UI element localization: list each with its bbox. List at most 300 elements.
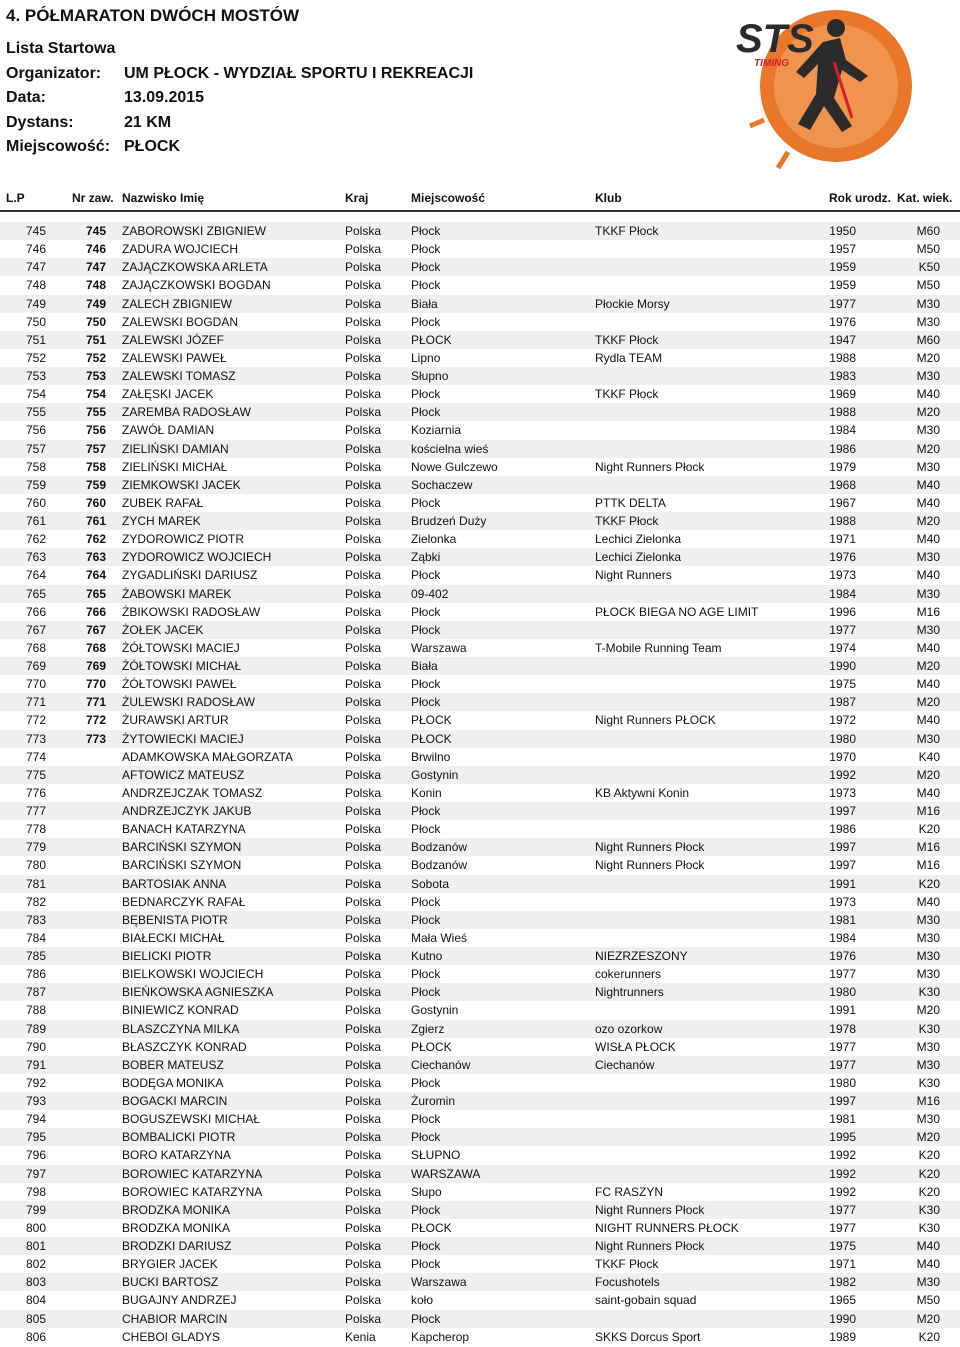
- cell-birth-year: 1983: [829, 369, 856, 383]
- cell-city: kościelna wieś: [411, 441, 489, 456]
- cell-age-category: K30: [918, 985, 940, 1000]
- cell-country: Polska: [345, 459, 382, 474]
- cell-lp: 776: [25, 785, 46, 800]
- cell-city: Płock: [411, 894, 441, 909]
- distance-row: [6, 114, 473, 139]
- cell-age-category: M20: [916, 659, 940, 673]
- cell-age-category: M30: [916, 622, 940, 637]
- cell-club: Night Runners Płock: [595, 459, 705, 474]
- cell-bib-number: 751: [85, 332, 106, 347]
- cell-age-category: K30: [918, 1220, 940, 1235]
- cell-name: ZALEWSKI JÓZEF: [122, 332, 225, 347]
- cell-lp: 800: [25, 1220, 46, 1235]
- cell-lp: 762: [25, 532, 46, 547]
- col-header-age-category: Kat. wiek.: [897, 191, 953, 205]
- cell-country: Polska: [345, 369, 382, 383]
- cell-name: ŻYTOWIECKI MACIEJ: [122, 731, 244, 746]
- cell-country: Polska: [345, 441, 382, 456]
- cell-name: BUCKI BARTOSZ: [122, 1275, 219, 1290]
- cell-lp: 759: [25, 477, 46, 492]
- cell-age-category: M40: [916, 640, 940, 655]
- cell-bib-number: 768: [85, 640, 106, 655]
- cell-lp: 755: [25, 405, 46, 420]
- cell-club: Rydla TEAM: [595, 350, 663, 365]
- table-row: [0, 1273, 960, 1291]
- cell-name: ZIEMKOWSKI JACEK: [122, 477, 241, 492]
- cell-country: Polska: [345, 1021, 382, 1036]
- cell-city: Nowe Gulczewo: [411, 459, 498, 474]
- cell-birth-year: 1971: [829, 1257, 856, 1272]
- cell-city: Płock: [411, 405, 441, 420]
- cell-name: BIAŁECKI MICHAŁ: [122, 930, 225, 945]
- cell-birth-year: 1959: [829, 278, 856, 293]
- cell-name: BIELKOWSKI WOJCIECH: [122, 967, 264, 982]
- cell-city: Słupno: [411, 369, 449, 383]
- cell-lp: 783: [25, 912, 46, 927]
- cell-birth-year: 1979: [829, 459, 856, 474]
- cell-city: Gostynin: [411, 767, 459, 782]
- cell-age-category: M30: [916, 369, 940, 383]
- cell-age-category: M30: [916, 967, 940, 982]
- cell-name: ZIELIŃSKI DAMIAN: [122, 441, 229, 456]
- cell-city: Płock: [411, 967, 441, 982]
- cell-lp: 774: [25, 749, 46, 764]
- cell-club: Focushotels: [595, 1275, 660, 1290]
- cell-lp: 798: [25, 1184, 46, 1199]
- cell-bib-number: 747: [85, 260, 106, 275]
- table-row: [0, 675, 960, 693]
- cell-club: Płockie Morsy: [595, 296, 670, 311]
- cell-birth-year: 1986: [829, 441, 856, 456]
- table-row: [0, 1001, 960, 1019]
- cell-city: Płock: [411, 1311, 441, 1326]
- cell-name: CHEBOI GLADYS: [122, 1329, 221, 1344]
- cell-birth-year: 1977: [829, 967, 856, 982]
- logo-clock-tick: [750, 120, 764, 126]
- cell-country: Polska: [345, 1311, 382, 1326]
- table-row: [0, 367, 960, 385]
- table-row: [0, 693, 960, 711]
- cell-city: Płock: [411, 224, 441, 238]
- cell-lp: 771: [25, 695, 46, 710]
- cell-birth-year: 1970: [829, 749, 856, 764]
- cell-country: Polska: [345, 894, 382, 909]
- cell-city: Słupo: [411, 1184, 442, 1199]
- cell-country: Polska: [345, 260, 382, 275]
- cell-club: PTTK DELTA: [595, 495, 666, 510]
- cell-lp: 784: [25, 930, 46, 945]
- cell-club: Night Runners PŁOCK: [595, 713, 716, 728]
- distance-value: 21 KM: [124, 113, 172, 131]
- cell-birth-year: 1975: [829, 677, 856, 692]
- cell-city: 09-402: [411, 586, 449, 601]
- table-row: [0, 947, 960, 965]
- cell-age-category: M16: [916, 1094, 940, 1108]
- cell-bib-number: 750: [85, 314, 106, 329]
- cell-country: Polska: [345, 1293, 382, 1308]
- cell-age-category: M50: [916, 1293, 940, 1308]
- cell-name: ZUBEK RAFAŁ: [122, 495, 204, 510]
- cell-lp: 792: [25, 1075, 46, 1090]
- cell-country: Polska: [345, 314, 382, 329]
- cell-birth-year: 1997: [829, 840, 856, 855]
- cell-name: ANDRZEJCZAK TOMASZ: [122, 785, 263, 800]
- cell-lp: 767: [25, 622, 46, 637]
- cell-birth-year: 1990: [829, 1311, 856, 1326]
- cell-club: KB Aktywni Konin: [595, 785, 690, 800]
- cell-age-category: K30: [918, 1202, 940, 1217]
- cell-city: Lipno: [411, 350, 441, 365]
- distance-label: Dystans:: [6, 113, 74, 131]
- cell-age-category: M40: [916, 387, 940, 402]
- cell-birth-year: 1991: [829, 876, 856, 891]
- cell-country: Polska: [345, 423, 382, 438]
- table-row: [0, 1128, 960, 1146]
- cell-birth-year: 1986: [829, 822, 856, 837]
- cell-birth-year: 1947: [829, 332, 856, 347]
- cell-country: Polska: [345, 1094, 382, 1108]
- cell-age-category: M40: [916, 713, 940, 728]
- cell-age-category: M30: [916, 1112, 940, 1127]
- cell-club: TKKF Płock: [595, 332, 659, 347]
- col-header-city: Miejscowość: [411, 191, 486, 205]
- table-row: [0, 1038, 960, 1056]
- cell-bib-number: 753: [85, 369, 106, 383]
- cell-birth-year: 1965: [829, 1293, 856, 1308]
- cell-name: BRODZKI DARIUSZ: [122, 1239, 232, 1253]
- cell-country: Polska: [345, 622, 382, 637]
- cell-name: BRYGIER JACEK: [122, 1257, 218, 1272]
- cell-lp: 785: [25, 949, 46, 963]
- cell-age-category: M30: [916, 930, 940, 945]
- cell-age-category: M30: [916, 586, 940, 601]
- cell-birth-year: 1974: [829, 640, 856, 655]
- cell-lp: 791: [25, 1057, 46, 1072]
- cell-birth-year: 1975: [829, 1239, 856, 1253]
- cell-city: Płock: [411, 278, 441, 293]
- cell-club: SKKS Dorcus Sport: [595, 1329, 701, 1344]
- cell-name: BRODZKA MONIKA: [122, 1202, 231, 1217]
- table-row: [0, 1056, 960, 1074]
- cell-lp: 777: [25, 804, 46, 818]
- cell-name: BARTOSIAK ANNA: [122, 876, 227, 891]
- cell-age-category: M50: [916, 242, 940, 257]
- organizer-label: Organizator:: [6, 64, 102, 82]
- table-row: [0, 476, 960, 494]
- cell-age-category: M30: [916, 459, 940, 474]
- cell-bib-number: 762: [85, 532, 106, 547]
- table-row: [0, 875, 960, 893]
- cell-birth-year: 1992: [829, 1184, 856, 1199]
- cell-name: BORO KATARZYNA: [122, 1148, 231, 1163]
- cell-age-category: M16: [916, 858, 940, 873]
- cell-country: Polska: [345, 514, 382, 528]
- cell-country: Polska: [345, 495, 382, 510]
- cell-lp: 751: [25, 332, 46, 347]
- cell-age-category: M20: [916, 767, 940, 782]
- cell-age-category: M20: [916, 514, 940, 528]
- cell-club: cokerunners: [595, 967, 662, 982]
- cell-bib-number: 757: [85, 441, 106, 456]
- cell-age-category: M40: [916, 495, 940, 510]
- cell-country: Polska: [345, 1220, 382, 1235]
- cell-lp: 746: [25, 242, 46, 257]
- cell-bib-number: 759: [85, 477, 106, 492]
- cell-age-category: M30: [916, 296, 940, 311]
- cell-club: Night Runners Płock: [595, 840, 705, 855]
- cell-country: Polska: [345, 1148, 382, 1163]
- cell-city: koło: [411, 1293, 434, 1308]
- cell-country: Polska: [345, 532, 382, 547]
- cell-lp: 795: [25, 1130, 46, 1145]
- cell-name: BRODZKA MONIKA: [122, 1220, 231, 1235]
- cell-lp: 749: [25, 296, 46, 311]
- cell-age-category: M30: [916, 1275, 940, 1290]
- table-row: [0, 893, 960, 911]
- cell-age-category: M30: [916, 731, 940, 746]
- cell-city: PŁOCK: [411, 332, 452, 347]
- cell-birth-year: 1980: [829, 1075, 856, 1090]
- cell-lp: 802: [25, 1257, 46, 1272]
- table-row: [0, 331, 960, 349]
- table-row: [0, 240, 960, 258]
- cell-lp: 779: [25, 840, 46, 855]
- cell-name: ZAŁĘSKI JACEK: [122, 387, 214, 402]
- cell-name: BANACH KATARZYNA: [122, 822, 246, 837]
- cell-lp: 794: [25, 1112, 46, 1127]
- cell-name: ZABOROWSKI ZBIGNIEW: [122, 224, 267, 238]
- cell-birth-year: 1950: [829, 224, 856, 238]
- table-row: [0, 385, 960, 403]
- cell-city: Bodzanów: [411, 840, 468, 855]
- cell-age-category: M20: [916, 1311, 940, 1326]
- cell-name: BIEŃKOWSKA AGNIESZKA: [122, 985, 274, 1000]
- cell-age-category: M40: [916, 677, 940, 692]
- cell-birth-year: 1988: [829, 405, 856, 420]
- cell-birth-year: 1969: [829, 387, 856, 402]
- date-row: [6, 89, 473, 114]
- cell-bib-number: 755: [85, 405, 106, 420]
- cell-country: Polska: [345, 640, 382, 655]
- cell-lp: 769: [25, 659, 46, 673]
- cell-age-category: M20: [916, 1130, 940, 1145]
- cell-age-category: M60: [916, 224, 940, 238]
- cell-city: Ciechanów: [411, 1057, 471, 1072]
- cell-name: ZAJĄCZKOWSKI BOGDAN: [122, 278, 271, 293]
- cell-age-category: M20: [916, 350, 940, 365]
- cell-country: Polska: [345, 477, 382, 492]
- cell-city: Płock: [411, 314, 441, 329]
- cell-age-category: K50: [918, 260, 940, 275]
- table-row: [0, 1237, 960, 1255]
- cell-name: ZIELIŃSKI MICHAŁ: [122, 459, 228, 474]
- cell-club: Night Runners Płock: [595, 1202, 705, 1217]
- cell-age-category: M50: [916, 278, 940, 293]
- cell-city: Płock: [411, 495, 441, 510]
- cell-name: BĘBENISTA PIOTR: [122, 912, 228, 927]
- cell-name: ZAWÓŁ DAMIAN: [122, 423, 215, 438]
- cell-age-category: M30: [916, 550, 940, 565]
- cell-lp: 780: [25, 858, 46, 873]
- cell-bib-number: 754: [85, 387, 106, 402]
- cell-city: Płock: [411, 985, 441, 1000]
- cell-birth-year: 1977: [829, 1220, 856, 1235]
- cell-birth-year: 1976: [829, 949, 856, 963]
- table-row: [0, 276, 960, 294]
- cell-city: Gostynin: [411, 1003, 459, 1018]
- cell-lp: 748: [25, 278, 46, 293]
- cell-bib-number: 763: [85, 550, 106, 565]
- cell-city: Płock: [411, 822, 441, 837]
- place-value: PŁOCK: [124, 138, 180, 155]
- cell-country: Polska: [345, 876, 382, 891]
- table-row: [0, 1201, 960, 1219]
- cell-birth-year: 1977: [829, 1039, 856, 1054]
- cell-city: Płock: [411, 695, 441, 710]
- cell-lp: 758: [25, 459, 46, 474]
- cell-birth-year: 1981: [829, 912, 856, 927]
- table-row: [0, 258, 960, 276]
- cell-city: Płock: [411, 242, 441, 257]
- logo-subtext: TIMING: [754, 58, 789, 69]
- cell-lp: 770: [25, 677, 46, 692]
- cell-city: Płock: [411, 1130, 441, 1145]
- cell-bib-number: 764: [85, 568, 106, 583]
- table-row: [0, 494, 960, 512]
- cell-lp: 797: [25, 1166, 46, 1181]
- cell-bib-number: 773: [85, 731, 106, 746]
- table-row: [0, 965, 960, 983]
- cell-birth-year: 1959: [829, 260, 856, 275]
- table-row: [0, 1110, 960, 1128]
- cell-city: Warszawa: [411, 1275, 467, 1290]
- cell-name: ŻÓŁTOWSKI MICHAŁ: [122, 659, 242, 673]
- cell-age-category: M16: [916, 804, 940, 818]
- cell-age-category: M40: [916, 568, 940, 583]
- start-list-table: [0, 222, 960, 1346]
- cell-age-category: M20: [916, 441, 940, 456]
- cell-city: PŁOCK: [411, 713, 452, 728]
- cell-lp: 805: [25, 1311, 46, 1326]
- cell-name: AFTOWICZ MATEUSZ: [122, 767, 245, 782]
- cell-city: Płock: [411, 1075, 441, 1090]
- cell-age-category: K20: [918, 876, 940, 891]
- cell-birth-year: 1976: [829, 314, 856, 329]
- cell-age-category: K20: [918, 1166, 940, 1181]
- cell-age-category: M20: [916, 1003, 940, 1018]
- cell-country: Polska: [345, 1112, 382, 1127]
- cell-lp: 801: [25, 1239, 46, 1253]
- cell-country: Polska: [345, 858, 382, 873]
- table-row: [0, 585, 960, 603]
- cell-city: Biała: [411, 296, 438, 311]
- cell-birth-year: 1978: [829, 1021, 856, 1036]
- table-row: [0, 983, 960, 1001]
- cell-age-category: K30: [918, 1021, 940, 1036]
- table-row: [0, 657, 960, 675]
- cell-club: NIEZRZESZONY: [595, 949, 688, 963]
- cell-country: Polska: [345, 586, 382, 601]
- cell-name: ANDRZEJCZYK JAKUB: [122, 804, 252, 818]
- cell-country: Polska: [345, 1057, 382, 1072]
- cell-age-category: M20: [916, 695, 940, 710]
- table-row: [0, 1020, 960, 1038]
- cell-club: Nightrunners: [595, 985, 664, 1000]
- sts-timing-logo: [728, 2, 928, 180]
- cell-lp: 745: [25, 224, 46, 238]
- cell-country: Polska: [345, 731, 382, 746]
- cell-city: Warszawa: [411, 640, 467, 655]
- cell-birth-year: 1996: [829, 604, 856, 619]
- cell-birth-year: 1984: [829, 586, 856, 601]
- table-row: [0, 1291, 960, 1309]
- event-info: [6, 40, 473, 163]
- table-row: [0, 313, 960, 331]
- cell-name: ZALEWSKI TOMASZ: [122, 369, 236, 383]
- cell-bib-number: 767: [85, 622, 106, 637]
- cell-city: Płock: [411, 1239, 441, 1253]
- cell-name: BOROWIEC KATARZYNA: [122, 1166, 263, 1181]
- cell-country: Polska: [345, 659, 382, 673]
- table-row: [0, 1165, 960, 1183]
- table-row: [0, 421, 960, 439]
- cell-club: Night Runners Płock: [595, 1239, 705, 1253]
- list-subtitle: Lista Startowa: [6, 40, 116, 57]
- cell-lp: 789: [25, 1021, 46, 1036]
- cell-name: BODĘGA MONIKA: [122, 1075, 224, 1090]
- table-row: [0, 1092, 960, 1110]
- cell-city: Zielonka: [411, 532, 457, 547]
- cell-country: Polska: [345, 1003, 382, 1018]
- cell-country: Polska: [345, 677, 382, 692]
- cell-city: Płock: [411, 604, 441, 619]
- cell-bib-number: 770: [85, 677, 106, 692]
- cell-country: Polska: [345, 1075, 382, 1090]
- cell-city: Mała Wieś: [411, 930, 468, 945]
- cell-name: BOGUSZEWSKI MICHAŁ: [122, 1112, 261, 1127]
- cell-name: CHABIOR MARCIN: [122, 1311, 228, 1326]
- cell-lp: 790: [25, 1039, 46, 1054]
- cell-name: ZYDOROWICZ WOJCIECH: [122, 550, 272, 565]
- cell-country: Polska: [345, 1184, 382, 1199]
- cell-name: ZAREMBA RADOSŁAW: [122, 405, 251, 420]
- table-row: [0, 802, 960, 820]
- table-row: [0, 440, 960, 458]
- date-value: 13.09.2015: [124, 89, 205, 106]
- cell-age-category: M20: [916, 405, 940, 420]
- cell-age-category: M60: [916, 332, 940, 347]
- cell-name: ZYCH MAREK: [122, 514, 201, 528]
- cell-birth-year: 1984: [829, 423, 856, 438]
- cell-name: BOMBALICKI PIOTR: [122, 1130, 236, 1145]
- cell-birth-year: 1988: [829, 350, 856, 365]
- cell-birth-year: 1980: [829, 731, 856, 746]
- cell-age-category: M40: [916, 477, 940, 492]
- cell-birth-year: 1968: [829, 477, 856, 492]
- cell-lp: 753: [25, 369, 46, 383]
- cell-lp: 806: [25, 1329, 46, 1344]
- cell-birth-year: 1973: [829, 568, 856, 583]
- cell-birth-year: 1977: [829, 1057, 856, 1072]
- table-row: [0, 766, 960, 784]
- cell-name: BLASZCZYNA MILKA: [122, 1021, 240, 1036]
- table-row: [0, 1183, 960, 1201]
- cell-club: PŁOCK BIEGA NO AGE LIMIT: [595, 604, 759, 619]
- cell-name: ŻOŁEK JACEK: [122, 622, 204, 637]
- cell-name: BIELICKI PIOTR: [122, 949, 212, 963]
- cell-bib-number: 749: [85, 296, 106, 311]
- table-row: [0, 603, 960, 621]
